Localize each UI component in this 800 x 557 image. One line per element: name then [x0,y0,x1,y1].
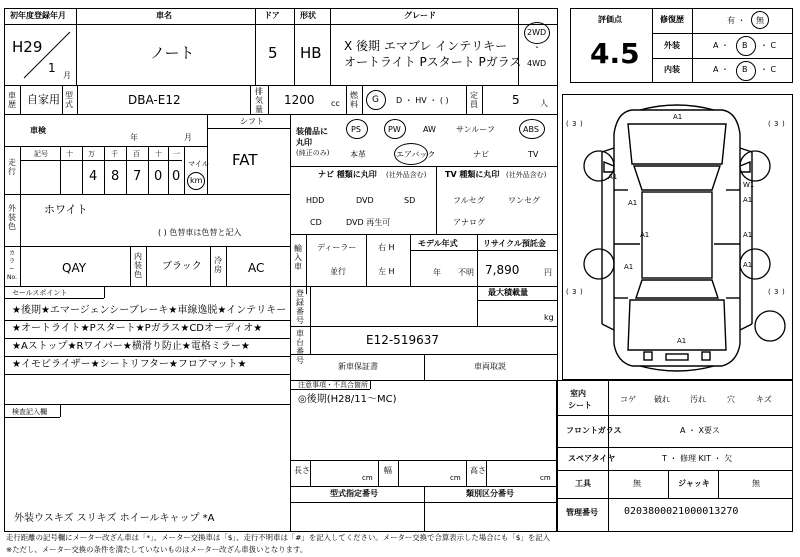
interior-color-value: ブラック [162,261,202,272]
interior-color-label: 内装色 [134,252,142,279]
tv-oneseg: ワンセグ [508,196,540,205]
equip-pw: PW [388,125,401,134]
model-value: DBA-E12 [128,93,181,107]
notes-label: 注意事項・不具合箇所 [298,381,368,389]
score-value: 4.5 [590,37,640,70]
fuel-other: D ・ HV ・ ( ) [396,96,449,105]
bracket-label-tr-close: ) [782,120,785,128]
import-left: 左 H [378,267,395,276]
seat-item-4: キズ [756,395,772,404]
footer-line-2: ※ただし、メーター交換の条件を満たしていないものはメーター改ざん車扱いとなります。 [6,545,308,554]
reg-no-label: 登録番号 [296,289,304,325]
import-label: 輸入車 [294,244,302,271]
tv-type-sub: (社外品含む) [506,171,547,179]
damage-mark-6: A1 [640,231,650,239]
chassis-value: E12-519637 [366,333,439,347]
height-label: 高さ [470,466,486,475]
bracket-label-tr: ( [768,120,771,128]
equip-ps: PS [351,125,361,134]
damage-mark-9: A1 [743,261,753,269]
sales-line-2: ★オートライト★Pスタート★Pガラス★CDオーディオ★ [12,323,263,334]
inspection-month-unit: 月 [184,133,192,142]
first-reg-month-unit: 月 [63,71,71,80]
fuel-label: 燃料 [350,91,358,109]
car-name-value: ノート [150,44,195,62]
ac-label: 冷房 [214,256,222,274]
bracket-label-tl: ( [566,120,569,128]
manual-label: 車両取説 [474,362,506,371]
inspection-notes-value: 外装ウスキズ スリキズ ホイールキャップ *A [14,513,215,524]
nav-hdd: HDD [306,196,325,205]
height-cm: cm [540,474,551,482]
jack-label: ジャッキ [678,479,710,488]
shape-value: HB [300,44,322,62]
km-label: km [190,176,203,185]
inspection-year-unit: 年 [130,133,138,142]
digit-header-2: 千 [111,150,118,158]
import-right: 右 H [378,243,395,252]
shape-label: 形状 [300,11,316,20]
equip-nav: ナビ [473,150,489,159]
exterior-color-value: ホワイト [44,203,88,216]
inspection-label: 車検 [30,126,46,135]
shift-label: シフト [240,117,264,126]
mile-label: マイル [188,160,209,168]
kg-unit: kg [544,313,554,322]
repair-label: 修復歴 [660,15,684,24]
equip-tv: TV [528,150,539,159]
first-reg-month: 1 [48,61,56,75]
interior-label: 内装 [664,65,680,74]
record-label: 記号 [34,150,48,158]
exterior-b: B [742,41,748,50]
first-reg-label: 初年度登録年月 [10,11,66,20]
spare-value: T ・ 修理 KIT ・ 欠 [662,454,733,463]
exterior-c: ・ C [760,41,777,50]
equip-label-2: 丸印 [296,138,312,147]
model-year-unit: 年 [433,268,441,277]
sales-line-3: ★Aストップ★Rワイパー★横滑り防止★電格ミラー★ [12,341,250,352]
grade-line-1: X 後期 エマブレ インテリキー [344,39,508,53]
length-cm: cm [362,474,373,482]
glass-value: A ・ X要ス [680,426,721,435]
nav-dvd: DVD [356,196,374,205]
car-name-label: 車名 [156,11,172,20]
nav-type-sub: (社外品含む) [386,171,427,179]
drive-dot: ・ [533,43,541,52]
digit-header-0: 十 [66,150,73,158]
equip-leather: 本革 [350,150,366,159]
bracket-label-br: ( [768,288,771,296]
sales-line-4: ★イモビライザー★シートリフター★フロアマット★ [12,359,247,370]
nav-dvd-play: DVD 再生可 [346,218,391,227]
equip-label-3: (純正のみ) [296,149,330,157]
type-no-label: 型式指定番号 [330,489,378,498]
doors-value: 5 [268,44,278,62]
seat-item-2: 汚れ [690,395,706,404]
damage-mark-4: A1 [743,196,753,204]
tv-type-label: TV 種類に丸印 [445,170,500,179]
bracket-value-bl: 3 [572,288,577,296]
equip-abs: ABS [523,125,539,134]
equip-label-1: 装備品に [296,127,328,136]
usage-value: 自家用 [27,93,60,106]
seat-label-1: 室内 [570,389,586,398]
drive-4wd: 4WD [527,59,547,68]
notes-value: ◎後期(H28/11～MC) [298,394,397,405]
capacity-label: 定員 [470,91,478,109]
displacement-label: 排気量 [255,87,263,114]
equip-airbag: エアバック [396,150,436,159]
color-no-label: カラーNo. [7,250,17,281]
mileage-digit-4: 0 [154,169,163,184]
displacement-value: 1200 [284,93,315,107]
color-no-value: QAY [62,261,87,275]
nav-cd: CD [310,218,322,227]
length-label: 長さ [294,466,310,475]
damage-mark-8: A1 [624,263,634,271]
interior-b: B [742,65,748,74]
mgmt-label: 管理番号 [566,508,598,517]
door-label: ドア [264,11,280,20]
damage-mark-10: A1 [677,337,687,345]
mileage-digit-2: 8 [111,169,120,184]
interior-c: ・ C [760,65,777,74]
seat-label-2: シート [568,401,592,410]
grade-line-2: オートライト Pスタート Pガラス [344,55,522,69]
main-form [4,8,558,532]
fuel-g: G [372,95,379,105]
model-label: 型式 [65,91,73,109]
nav-type-label: ナビ 種類に丸印 [318,170,377,179]
bracket-value-tr: 3 [774,120,779,128]
warranty-label: 新車保証書 [338,362,378,371]
width-cm: cm [450,474,461,482]
tv-fullseg: フルセグ [453,196,485,205]
color-change-note: ( ) 色替車は色替と記入 [158,228,242,237]
mileage-digit-3: 7 [133,169,142,184]
bracket-label-bl: ( [566,288,569,296]
equip-sunroof: サンルーフ [456,125,495,134]
tools-label: 工具 [575,479,591,488]
import-dealer: ディーラー [317,243,357,252]
max-load-label: 最大積載量 [488,288,528,297]
interior-a: A ・ [713,65,730,74]
sales-label: セールスポイント [12,289,68,297]
recycle-yen: 円 [544,268,552,277]
width-label: 幅 [384,466,392,475]
recycle-label: リサイクル預託金 [483,239,546,248]
repair-yes: 有 ・ [727,16,746,25]
repair-none: 無 [756,16,764,25]
score-label: 評価点 [598,15,622,24]
exterior-label: 外装 [664,41,680,50]
usage-label: 車歴 [8,91,16,109]
damage-mark-1: A1 [673,113,683,121]
damage-mark-7: A1 [743,231,753,239]
spare-label: スペアタイヤ [568,454,616,463]
cc-unit: cc [331,99,340,108]
exterior-color-label: 外装色 [8,204,16,231]
chassis-label: 車台番号 [296,329,304,365]
jack-value: 無 [752,479,760,488]
bracket-value-tl: 3 [572,120,577,128]
drive-2wd: 2WD [527,28,547,37]
seat-item-1: 破れ [654,395,670,404]
model-year-unknown: 不明 [458,268,474,277]
ac-value: AC [248,261,265,275]
exterior-a: A ・ [713,41,730,50]
first-reg-era: H29 [12,38,43,56]
tv-analog: アナログ [453,218,485,227]
damage-mark-2: A1 [608,173,618,181]
mileage-digit-5: 0 [172,169,181,184]
footer-line-1: 走行距離の記号欄にメーター改ざん車は「*」、メーター交換車は「$」、走行不明車は「#」を記入してください。メーター交換で合算表示した場合にも「$」を記入 [6,533,551,542]
mileage-label: 走行 [8,158,16,176]
glass-label: フロントガラス [566,426,622,435]
digit-header-5: 一 [173,150,180,158]
damage-mark-3: W1 [743,181,755,189]
mgmt-value: 0203800021000013270 [624,506,739,517]
bracket-label-br-close: ) [782,288,785,296]
recycle-value: 7,890 [485,263,520,277]
seat-item-0: コゲ [620,395,636,404]
sales-line-1: ★後期★エマージェンシーブレーキ★車線逸脱★インテリキー [12,305,287,316]
equip-aw: AW [423,125,436,134]
digit-header-4: 十 [155,150,162,158]
digit-header-1: 万 [88,150,95,158]
tools-value: 無 [633,479,641,488]
bracket-label-tl-close: ) [580,120,583,128]
inspection-notes-label: 検査記入欄 [12,408,47,416]
import-parallel: 並行 [330,267,346,276]
model-year-label: モデル年式 [418,239,458,248]
capacity-unit: 人 [540,99,548,108]
nav-sd: SD [404,196,416,205]
seat-item-3: 穴 [727,395,735,404]
shift-value: FAT [232,151,258,169]
digit-header-3: 百 [133,150,140,158]
grade-label: グレード [404,11,436,20]
class-no-label: 類別区分番号 [466,489,514,498]
bracket-value-br: 3 [774,288,779,296]
damage-mark-5: A1 [628,199,638,207]
bracket-label-bl-close: ) [580,288,583,296]
capacity-value: 5 [512,93,520,107]
mileage-digit-1: 4 [89,169,98,184]
